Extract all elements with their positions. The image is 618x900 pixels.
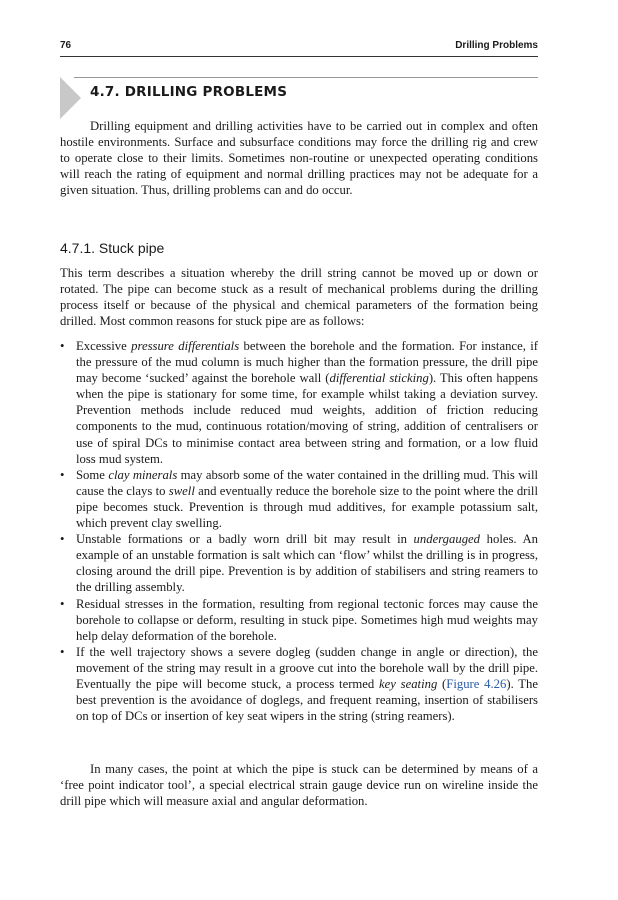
running-title: Drilling Problems xyxy=(455,40,538,51)
closing-paragraph xyxy=(60,761,538,809)
bullet-icon: • xyxy=(60,644,65,659)
subsection-intro xyxy=(60,265,538,329)
running-header xyxy=(60,38,538,57)
list-item xyxy=(60,596,538,644)
text-run: ). This often happens when the pipe is stationary for some time, for example whilst taking a deviation survey. Prevention methods include reduced mud weights, addition of friction reducing components to the mud, continuous rotation/moving of string, addition of centralisers or use of spiral DCs to minimise contact area between string and formation, or a low fluid loss mud system. xyxy=(76,371,538,466)
bullet-icon: • xyxy=(60,596,65,611)
bullet-icon: • xyxy=(60,532,65,547)
arrow-marker-icon xyxy=(60,77,81,119)
text-run: Unstable formations or a badly worn drill bit may result in xyxy=(76,532,414,547)
section-title-text: DRILLING PROBLEMS xyxy=(124,84,288,100)
emphasis: undergauged xyxy=(413,532,481,547)
bullet-icon: • xyxy=(60,467,65,482)
text-run: If the well trajectory shows a severe dogleg (sudden change in angle or direction), the movement of the string may result in a groove cut into the borehole wall by the drill pipe. Eventually the pipe will become stuck, a process termed xyxy=(76,644,538,691)
subsection-title: Stuck pipe xyxy=(98,240,165,256)
page-number: 76 xyxy=(60,40,72,51)
section-heading xyxy=(60,72,538,122)
text-run: holes. An example of an unstable formation is salt which can ‘flow’ whilst the drilling is in progress, closing around the drill pipe. Prevention is by addition of stabilisers and string reamers to the drilling assembly. xyxy=(76,532,538,595)
stuck-pipe-causes-list xyxy=(60,338,538,724)
text-run: Residual stresses in the formation, resulting from regional tectonic forces may cause the borehole to collapse or deform, resulting in stuck pipe. Sometimes high mud weights may help delay deformation of the borehole. xyxy=(76,596,538,643)
list-item xyxy=(60,531,538,595)
list-item xyxy=(60,467,538,531)
subsection-heading xyxy=(60,240,164,256)
section-number: 4.7. xyxy=(90,84,120,100)
text-run: Excessive xyxy=(76,339,132,353)
text-run: ( xyxy=(437,676,447,691)
paragraph: In many cases, the point at which the pipe is stuck can be determined by means of a ‘free point indicator tool’, a special electrical strain gauge device run on wireline inside the drill pipe which will measure axial and angular deformation. xyxy=(60,762,538,809)
section-title xyxy=(90,84,287,100)
figure-link[interactable]: Figure 4.26 xyxy=(446,676,507,691)
emphasis: key seating xyxy=(379,676,438,691)
paragraph: Drilling equipment and drilling activities have to be carried out in complex and often hostile environments. Surface and subsurface conditions may force the drilling rig and crew to operate close to their limits. Sometimes non-routine or unexpected operating conditions will reach the rating of equipment and normal drilling practices may not be adequate for a given situation. Thus, drilling problems can and do occur. xyxy=(60,119,538,198)
text-run: ). The best prevention is the avoidance of doglegs, and frequent reaming, insertion of stabilisers on top of DCs or insertion of key seat wipers in the string (string reamers). xyxy=(76,676,538,724)
emphasis: pressure differentials xyxy=(131,339,240,353)
emphasis: swell xyxy=(168,483,195,498)
emphasis: differential sticking xyxy=(329,371,429,386)
text-run: Some xyxy=(76,467,109,482)
bullet-icon: • xyxy=(60,339,65,353)
list-item xyxy=(60,338,538,467)
text-run: may absorb some of the water contained in the drilling mud. This will cause the clays to xyxy=(76,467,539,498)
section-intro xyxy=(60,118,538,198)
text-run: and eventually reduce the borehole size to the point where the drill pipe becomes stuck. Prevention is through mud additives, for example potassium salt, which prevent clay swelling. xyxy=(76,483,538,531)
subsection-number: 4.7.1. xyxy=(60,240,96,256)
emphasis: clay minerals xyxy=(108,467,178,482)
section-rule xyxy=(74,77,538,78)
paragraph: This term describes a situation whereby the drill string cannot be moved up or down or rotated. The pipe can become stuck as a result of mechanical problems during the drilling process itself or because of the physical and chemical parameters of the formation being drilled. Most common reasons for stuck pipe are as follows: xyxy=(60,266,538,329)
list-item xyxy=(60,644,538,724)
text-run: between the borehole and the formation. For instance, if the pressure of the mud column is much higher than the formation pressure, the drill pipe may become ‘sucked’ against the borehole wall ( xyxy=(76,339,539,386)
